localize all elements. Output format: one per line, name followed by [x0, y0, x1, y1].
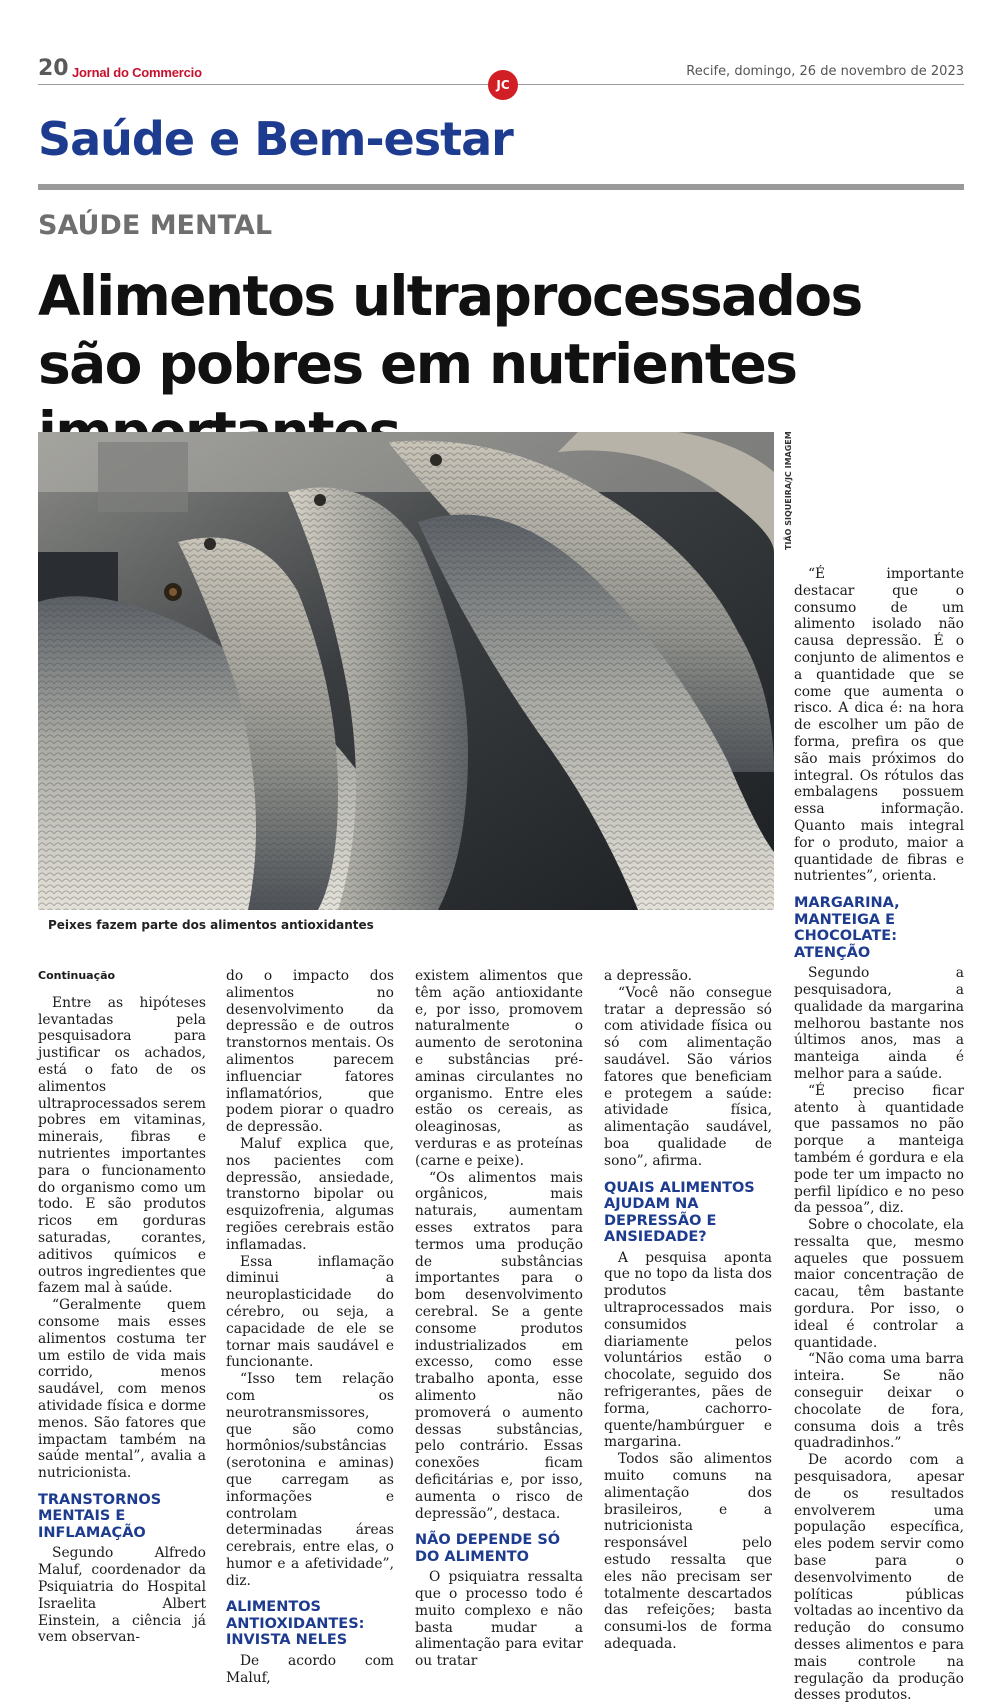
paragraph: Essa inflamação diminui a neuroplasticidade do cérebro, ou seja, a capacidade de ele se tornar mais saudável e funcionante. [226, 1253, 394, 1371]
kicker: SAÚDE MENTAL [38, 210, 273, 241]
photo-credit: TIÃO SIQUEIRA/JC IMAGEM [784, 431, 793, 550]
paragraph: Todos são alimentos muito comuns na alimentação dos brasileiros, e a nutricionista responsável pelo estudo ressalta que eles não precisam ser totalmente descartados das refeições; basta consumi-los de forma adequada. [604, 1451, 772, 1652]
newspaper-name: Jornal do Commercio [72, 65, 202, 80]
continuation-label: Continuação [38, 969, 116, 982]
paragraph: Sobre o chocolate, ela ressalta que, mesmo aqueles que possuem maior concentração de cacau, têm bastante gordura. Por isso, o ideal é controlar a quantidade. [794, 1217, 964, 1351]
section-rule [38, 184, 964, 190]
article-column-3 [415, 968, 583, 1670]
paragraph: do o impacto dos alimentos no desenvolvimento da depressão e de outros transtornos mentais. Os alimentos parecem influenciar fatores inflamatórios, que podem piorar o quadro de depressão. [226, 968, 394, 1136]
page-number: 20 [38, 56, 69, 81]
paragraph: Maluf explica que, nos pacientes com depressão, ansiedade, transtorno bipolar ou esquizofrenia, algumas regiões cerebrais estão inflamadas. [226, 1135, 394, 1253]
paragraph: existem alimentos que têm ação antioxidante e, por isso, promovem naturalmente o aumento de serotonina e substâncias pré-aminas circulantes no organismo. Entre eles estão os cereais, as oleaginosas, as verduras e as proteínas (carne e peixe). [415, 968, 583, 1169]
paragraph: “Você não consegue tratar a depressão só com atividade física ou só com alimentação saudável. São vários fatores que beneficiam e protegem a saúde: atividade física, alimentação saudável, boa qualidade de sono”, afirma. [604, 984, 772, 1169]
subheading: NÃO DEPENDE SÓ DO ALIMENTO [415, 1532, 561, 1565]
article-column-4 [604, 968, 772, 1653]
subheading: MARGARINA, MANTEIGA E CHOCOLATE: ATENÇÃO [794, 895, 900, 961]
subheading: ALIMENTOS ANTIOXIDANTES: INVISTA NELES [226, 1599, 365, 1649]
paragraph: “Os alimentos mais orgânicos, mais naturais, aumentam esses extratos para termos uma produção de substâncias importantes para o bom desenvolvimento cerebral. Se a gente consome produtos industrializados em excesso, como esse trabalho aponta, esse alimento não promoverá o aumento dessas substâncias, pelo contrário. Essas conexões ficam deficitárias e, por isso, aumenta o risco de depressão”, destaca. [415, 1169, 583, 1522]
paragraph: Segundo a pesquisadora, a qualidade da margarina melhorou bastante nos últimos anos, mas a manteiga ainda é melhor para a saúde. [794, 965, 964, 1082]
headline: Alimentos ultraprocessados são pobres em nutrientes [38, 264, 862, 396]
photo-caption: Peixes fazem parte dos alimentos antioxidantes [48, 918, 374, 932]
paragraph: “Não coma uma barra inteira. Se não conseguir deixar o chocolate de fora, consuma dois a três quadradinhos.” [794, 1351, 964, 1452]
article-column-1 [38, 968, 206, 1646]
subheading: TRANSTORNOS MENTAIS E INFLAMAÇÃO [38, 1491, 162, 1541]
section-title: Saúde e Bem-estar [38, 112, 513, 166]
article-column-5 [794, 566, 964, 1704]
paragraph: “É importante destacar que o consumo de um alimento isolado não causa depressão. É o conjunto de alimentos e a quantidade que se come que aumenta o risco. A dica é: na hora de escolher um pão de forma, prefira os que são mais próximos do integral. Os rótulos das embalagens possuem essa informação. Quanto mais integral for o produto, maior a quantidade de fibras e nutrientes”, orienta. [794, 566, 964, 885]
paragraph: a depressão. [604, 968, 693, 984]
jc-logo-icon: JC [488, 70, 518, 100]
paragraph: O psiquiatra ressalta que o processo todo é muito complexo e não basta mudar a alimentação para evitar ou tratar [415, 1569, 583, 1670]
paragraph: Entre as hipóteses levantadas pela pesquisadora para justificar os achados, está o fato de os alimentos ultraprocessados serem pobres em vitaminas, minerais, fibras e nutrientes importantes para o funcionamento do organismo como um todo. E são produtos ricos em gorduras saturadas, corantes, aditivos químicos e outros ingredientes que fazem mal à saúde. [38, 994, 206, 1297]
paragraph: “Isso tem relação com os neurotransmissores, que são como hormônios/substâncias (serotonina e aminas) que carregam as informações e controlam determinadas áreas cerebrais, entre elas, o humor e a afetividade”, diz. [226, 1371, 394, 1589]
fish-photo-illustration [38, 432, 774, 910]
paragraph: “É preciso ficar atento à quantidade que passamos no pão porque a manteiga também é gordura e ela pode ter um impacto no perfil lipídico e no peso da pessoa”, diz. [794, 1082, 964, 1217]
dateline: Recife, domingo, 26 de novembro de 2023 [686, 64, 964, 79]
paragraph: A pesquisa aponta que no topo da lista dos produtos ultraprocessados mais consumidos diariamente pelos voluntários estão o chocolate, seguido dos refrigerantes, pães de forma, cachorro-quente/hambúrguer e margarina. [604, 1249, 772, 1451]
paragraph: Segundo Alfredo Maluf, coordenador da Psiquiatria do Hospital Israelita Albert Einstein, a ciência já vem observan- [38, 1545, 206, 1646]
paragraph: De acordo com a pesquisadora, apesar de os resultados envolverem uma população específica, eles podem servir como base para o desenvolvimento de políticas públicas voltadas ao incentivo da redução do consumo desses alimentos e para mais controle na regulação da produção desses produtos. [794, 1452, 964, 1704]
paragraph: “Geralmente quem consome mais esses alimentos costuma ter um estilo de vida mais corrido, menos saudável, com menos atividade física e dorme menos. São fatores que impactam também na saúde mental”, avalia a nutricionista. [38, 1297, 206, 1482]
paragraph: De acordo com Maluf, [226, 1652, 394, 1686]
fish-photo [38, 432, 774, 910]
article-column-2 [226, 968, 394, 1687]
subheading: QUAIS ALIMENTOS AJUDAM NA DEPRESSÃO E ANSIEDADE? [604, 1179, 755, 1246]
